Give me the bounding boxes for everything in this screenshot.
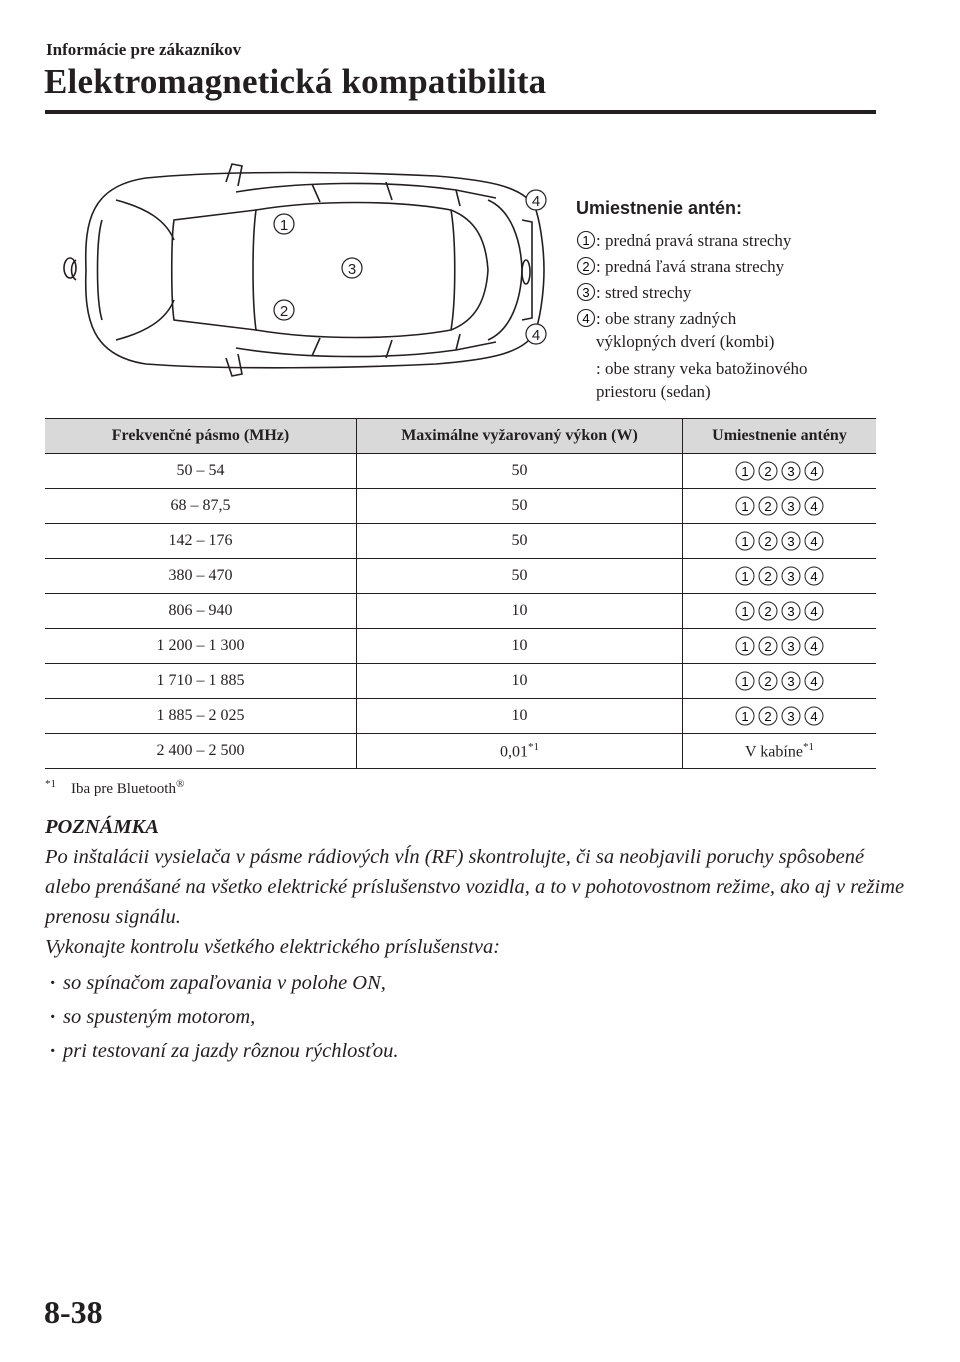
- svg-text:3: 3: [787, 464, 795, 479]
- table-row: [45, 664, 876, 699]
- table-row: [45, 629, 876, 664]
- table-row: [45, 489, 876, 524]
- circle-1-icon: [734, 670, 756, 692]
- legend-item-text: : stred strechy: [596, 283, 692, 302]
- circle-1-icon: [576, 230, 596, 250]
- cell-location: [683, 559, 877, 594]
- cell-power: 50: [357, 559, 683, 594]
- circle-3-icon: [780, 705, 802, 727]
- svg-text:3: 3: [347, 261, 357, 278]
- circle-2-icon: [757, 565, 779, 587]
- svg-text:4: 4: [810, 464, 818, 479]
- svg-text:2: 2: [764, 639, 772, 654]
- svg-text:3: 3: [787, 499, 795, 514]
- cell-power: 10: [357, 699, 683, 734]
- svg-text:1: 1: [741, 639, 749, 654]
- circle-2-icon: [757, 600, 779, 622]
- legend-item-text: : predná pravá strana strechy: [596, 231, 792, 250]
- svg-text:1: 1: [741, 534, 749, 549]
- cell-power: 50: [357, 489, 683, 524]
- svg-text:1: 1: [741, 709, 749, 724]
- legend-item-text: : obe strany zadných výklopných dverí (kombi): [596, 309, 775, 351]
- cell-band: 1 200 – 1 300: [45, 629, 357, 664]
- svg-text:4: 4: [810, 604, 818, 619]
- circle-4-icon: [803, 495, 825, 517]
- legend-item: [576, 229, 906, 252]
- legend-item: [576, 255, 906, 278]
- power-value: 0,01: [500, 743, 528, 761]
- circle-4-icon: [803, 530, 825, 552]
- svg-text:4: 4: [531, 327, 541, 344]
- svg-text:2: 2: [764, 674, 772, 689]
- table-row: [45, 734, 876, 769]
- cell-location: [683, 454, 877, 489]
- marker-4-top: [526, 190, 546, 210]
- svg-text:3: 3: [787, 709, 795, 724]
- header-location: Umiestnenie antény: [683, 419, 877, 454]
- svg-text:2: 2: [764, 534, 772, 549]
- table-row: [45, 594, 876, 629]
- svg-text:3: 3: [582, 285, 590, 300]
- cell-band: 50 – 54: [45, 454, 357, 489]
- location-value: V kabíne: [745, 743, 803, 761]
- legend-item-text: : predná ľavá strana strechy: [596, 257, 785, 276]
- svg-text:1: 1: [279, 217, 289, 234]
- antenna-location-icons: [734, 600, 825, 622]
- marker-2: [274, 300, 294, 320]
- circle-3-icon: [780, 530, 802, 552]
- svg-text:3: 3: [787, 604, 795, 619]
- svg-text:3: 3: [787, 569, 795, 584]
- table-row: [45, 524, 876, 559]
- circle-4-icon: [803, 460, 825, 482]
- svg-text:4: 4: [582, 311, 590, 326]
- note-bullet: · pri testovaní za jazdy rôznou rýchlosťou.: [45, 1036, 905, 1066]
- circle-2-icon: [757, 495, 779, 517]
- circle-3-icon: [780, 635, 802, 657]
- antenna-location-icons: [734, 565, 825, 587]
- table-header-row: [45, 419, 876, 454]
- cell-location: [683, 664, 877, 699]
- cell-power: 50: [357, 454, 683, 489]
- cell-power: 10: [357, 594, 683, 629]
- car-antenna-diagram: [56, 160, 554, 382]
- marker-4-bottom: [526, 324, 546, 344]
- svg-text:3: 3: [787, 639, 795, 654]
- header-power: Maximálne vyžarovaný výkon (W): [357, 419, 683, 454]
- note-heading: POZNÁMKA: [45, 816, 159, 838]
- table-row: [45, 454, 876, 489]
- legend-item: [576, 307, 906, 353]
- location-footnote-mark: *1: [802, 740, 814, 753]
- circle-2-icon: [757, 530, 779, 552]
- svg-text:1: 1: [741, 604, 749, 619]
- legend-item-extra: [576, 357, 906, 403]
- legend-title: Umiestnenie antén:: [576, 198, 743, 218]
- footnote-mark: *1: [45, 778, 56, 790]
- registered-mark: ®: [175, 778, 185, 790]
- circle-1-icon: [734, 635, 756, 657]
- cell-power: 50: [357, 524, 683, 559]
- antenna-location-icons: [734, 705, 825, 727]
- svg-text:1: 1: [741, 464, 749, 479]
- svg-text:3: 3: [787, 534, 795, 549]
- circle-3-icon: [780, 495, 802, 517]
- svg-text:1: 1: [741, 499, 749, 514]
- section-label: Informácie pre zákazníkov: [46, 40, 242, 59]
- circle-1-icon: [734, 530, 756, 552]
- cell-location: [683, 524, 877, 559]
- circle-4-icon: [803, 565, 825, 587]
- cell-band: 1 710 – 1 885: [45, 664, 357, 699]
- cell-band: 380 – 470: [45, 559, 357, 594]
- cell-location: [683, 734, 877, 769]
- title-rule: [45, 110, 876, 114]
- page-number: 8-38: [44, 1294, 103, 1330]
- cell-power: [357, 734, 683, 769]
- circle-3-icon: [780, 670, 802, 692]
- circle-4-icon: [803, 705, 825, 727]
- marker-3: [342, 258, 362, 278]
- svg-text:2: 2: [764, 604, 772, 619]
- svg-text:2: 2: [764, 464, 772, 479]
- circle-3-icon: [780, 460, 802, 482]
- svg-text:3: 3: [787, 674, 795, 689]
- note-block: [45, 812, 905, 1066]
- svg-text:4: 4: [810, 709, 818, 724]
- circle-2-icon: [757, 460, 779, 482]
- antenna-location-icons: [734, 530, 825, 552]
- marker-1: [274, 214, 294, 234]
- svg-text:1: 1: [741, 674, 749, 689]
- circle-2-icon: [576, 256, 596, 276]
- note-bullet: · so spusteným motorom,: [45, 1002, 905, 1032]
- svg-text:4: 4: [810, 569, 818, 584]
- svg-text:4: 4: [810, 534, 818, 549]
- svg-text:4: 4: [810, 639, 818, 654]
- cell-power: 10: [357, 664, 683, 699]
- legend-item: [576, 281, 906, 304]
- power-footnote-mark: *1: [528, 740, 539, 753]
- cell-location: [683, 489, 877, 524]
- footnote: [45, 778, 184, 798]
- frequency-table: [45, 418, 876, 769]
- cell-band: 68 – 87,5: [45, 489, 357, 524]
- circle-2-icon: [757, 635, 779, 657]
- svg-text:4: 4: [810, 499, 818, 514]
- circle-2-icon: [757, 705, 779, 727]
- header-band: Frekvenčné pásmo (MHz): [45, 419, 357, 454]
- cell-location: [683, 594, 877, 629]
- circle-1-icon: [734, 600, 756, 622]
- svg-text:2: 2: [582, 259, 590, 274]
- svg-text:1: 1: [582, 233, 590, 248]
- cell-band: 142 – 176: [45, 524, 357, 559]
- cell-location: [683, 629, 877, 664]
- page-title: Elektromagnetická kompatibilita: [44, 62, 547, 101]
- cell-band: 1 885 – 2 025: [45, 699, 357, 734]
- circle-1-icon: [734, 460, 756, 482]
- circle-3-icon: [780, 600, 802, 622]
- svg-text:4: 4: [531, 193, 541, 210]
- footnote-text: Iba pre Bluetooth: [71, 781, 176, 797]
- circle-2-icon: [757, 670, 779, 692]
- cell-power: 10: [357, 629, 683, 664]
- circle-3-icon: [576, 282, 596, 302]
- svg-text:2: 2: [764, 499, 772, 514]
- note-intro: Vykonajte kontrolu všetkého elektrického príslušenstva:: [45, 936, 501, 958]
- svg-text:4: 4: [810, 674, 818, 689]
- svg-text:1: 1: [741, 569, 749, 584]
- table-row: [45, 699, 876, 734]
- circle-1-icon: [734, 705, 756, 727]
- circle-4-icon: [803, 600, 825, 622]
- antenna-location-icons: [734, 670, 825, 692]
- circle-4-icon: [803, 635, 825, 657]
- note-bullet: · so spínačom zapaľovania v polohe ON,: [45, 968, 905, 998]
- circle-3-icon: [780, 565, 802, 587]
- antenna-legend: [576, 198, 906, 403]
- circle-1-icon: [734, 495, 756, 517]
- cell-band: 806 – 940: [45, 594, 357, 629]
- svg-text:2: 2: [764, 569, 772, 584]
- circle-4-icon: [576, 308, 596, 328]
- circle-4-icon: [803, 670, 825, 692]
- cell-band: 2 400 – 2 500: [45, 734, 357, 769]
- antenna-location-icons: [734, 495, 825, 517]
- antenna-location-icons: [734, 635, 825, 657]
- svg-text:2: 2: [764, 709, 772, 724]
- note-paragraph: Po inštalácii vysielača v pásme rádiových vĺn (RF) skontrolujte, či sa neobjavili poruchy spôsobené alebo prenášané na všetko elektrické príslušenstvo vozidla, a to v pohotovostnom režime, ako aj v režime prenosu signálu.: [45, 846, 905, 928]
- legend-extra-text: : obe strany veka batožinového priestoru (sedan): [596, 359, 808, 401]
- cell-location: [683, 699, 877, 734]
- svg-text:2: 2: [279, 303, 289, 320]
- circle-1-icon: [734, 565, 756, 587]
- table-row: [45, 559, 876, 594]
- antenna-location-icons: [734, 460, 825, 482]
